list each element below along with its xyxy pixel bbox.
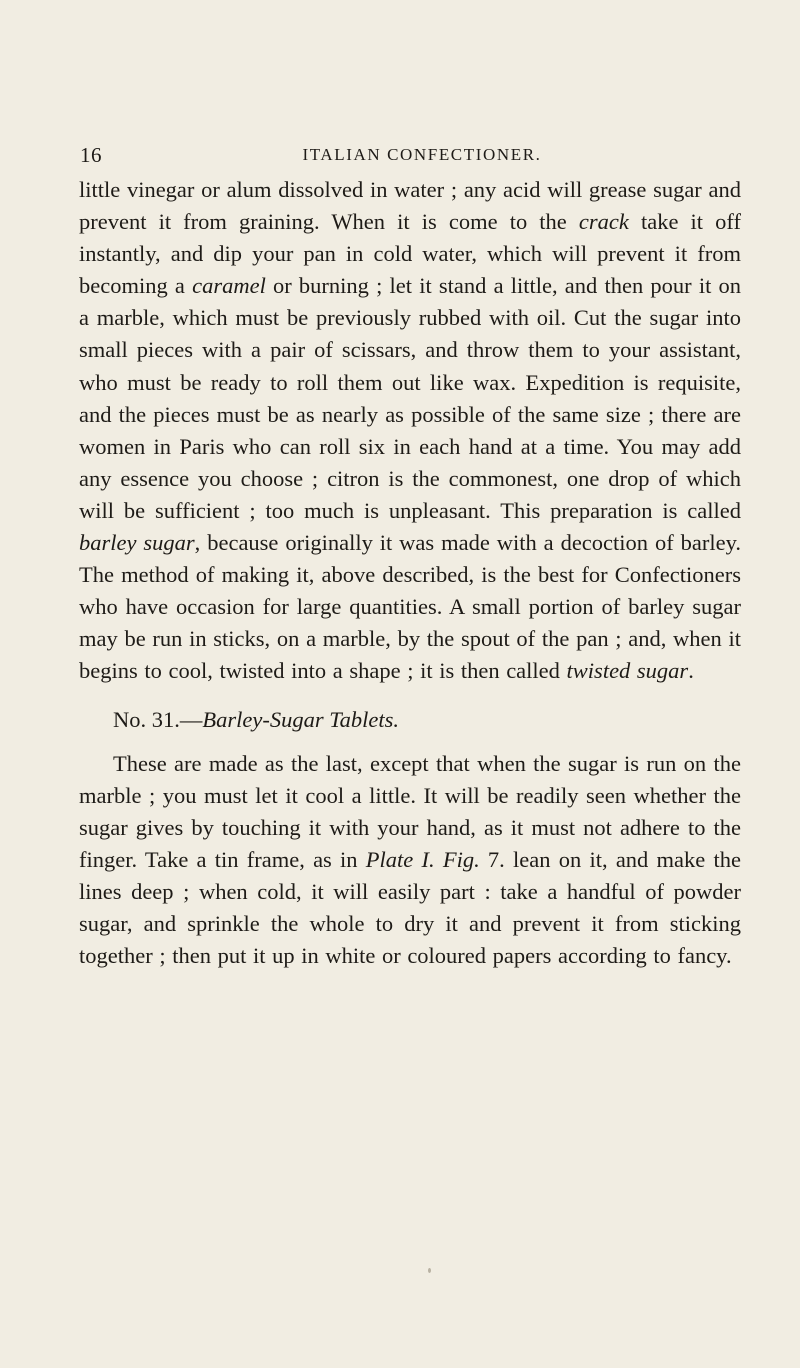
italic-reference-plate: Plate I. Fig. — [365, 846, 480, 872]
italic-term-barley-sugar: barley sugar — [79, 530, 195, 556]
body-text — [79, 174, 741, 972]
text-run: These are made as the last, except that when the sugar is run on the marble ; you must let it cool a little. It will be readily seen whether the sugar gives by touching it with your hand, as it must not adhere to the finger. Take a tin frame, as in — [79, 750, 741, 872]
italic-term-caramel: caramel — [192, 273, 266, 299]
running-title: ITALIAN CONFECTIONER. — [302, 145, 542, 164]
page-number: 16 — [80, 143, 102, 167]
text-run: take it off instantly, and dip your pan in cold water, which will prevent it from becoming a — [79, 209, 741, 299]
page-header — [80, 143, 740, 169]
text-run: , because originally it was made with a decoction of barley. The method of making it, above described, is the best for Confectioners who have occasion for large quantities. A small portion of barley sugar may be run in sticks, on a marble, by the spout of the pan ; and, when it begins to cool, twisted into a shape ; it is then called — [79, 530, 741, 684]
paragraph-barley-sugar — [79, 174, 741, 688]
italic-term-twisted-sugar: twisted sugar — [566, 658, 689, 684]
text-run: or burning ; let it stand a little, and then pour it on a marble, which must be previously rubbed with oil. Cut the sugar into small pieces with a pair of scissars, and throw them to your assistant, who must be ready to roll them out like wax. Expedition is requisite, and the pieces must be as nearly as possible of the same size ; there are women in Paris who can roll six in each hand at a time. You may add any essence you choose ; citron is the commonest, one drop of which will be sufficient ; too much is unpleasant. This preparation is called — [79, 273, 742, 523]
paragraph-barley-sugar-tablets — [79, 748, 741, 973]
recipe-number: No. 31.— — [113, 706, 203, 732]
text-run: 7. lean on it, and make the lines deep ; when cold, it will easily part : take a handful of powder sugar, and sprinkle the whole to dry it and prevent it from sticking together ; then put it up in white or coloured papers according to fancy. — [79, 846, 741, 969]
paper-speck — [428, 1268, 431, 1273]
text-run: . — [688, 658, 694, 684]
section-heading — [79, 704, 741, 736]
recipe-title: Barley-Sugar Tablets. — [202, 706, 400, 732]
italic-term-crack: crack — [578, 209, 629, 235]
text-run: little vinegar or alum dissolved in water ; any acid will grease sugar and prevent it from graining. When it is come to the — [79, 177, 741, 235]
